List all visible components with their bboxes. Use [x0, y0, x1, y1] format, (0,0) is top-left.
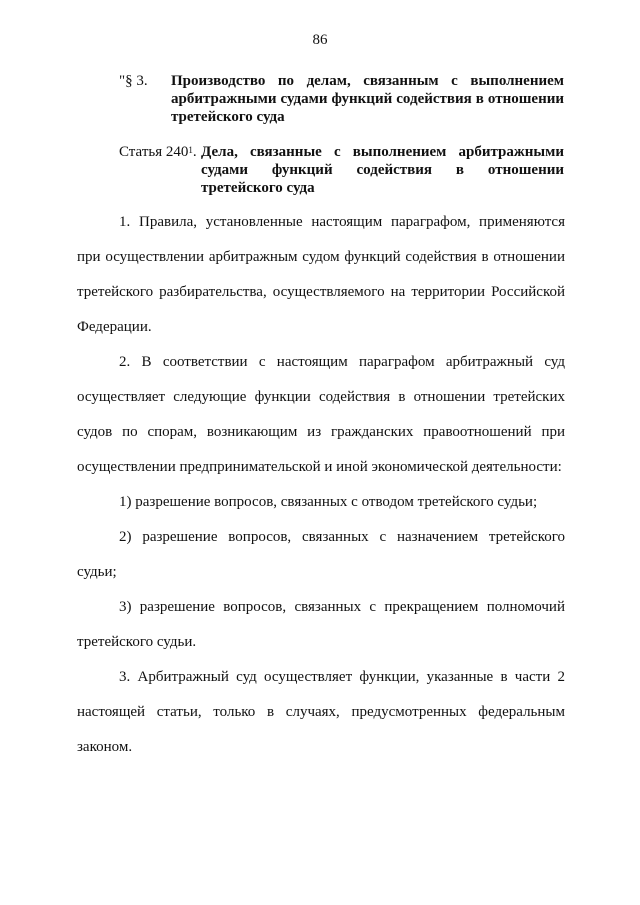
article-marker: [119, 143, 197, 161]
paragraph-part-3: 3. Арбитражный суд осуществляет функции, указанные в части 2 настоящей статьи, только в случаях, предусмотренных федеральным законом.: [77, 669, 565, 755]
paragraph-part-2: 2. В соответствии с настоящим параграфом арбитражный суд осуществляет следующие функции содействия в отношении третейских судов по спорам, возникающим из гражданских правоотношений при осуществлении предпринимательской и иной экономической деятельности:: [77, 354, 565, 475]
section-heading: [119, 72, 564, 126]
section-marker: "§ 3.: [119, 73, 148, 89]
paragraph-part-1: 1. Правила, установленные настоящим параграфом, применяются при осуществлении арбитражным судом функций содействия в отношении третейского разбирательства, осуществляемого на территории Российской Федерации.: [77, 214, 565, 335]
article-heading: [119, 143, 564, 197]
article-body: [77, 205, 565, 765]
article-suffix: .: [192, 144, 197, 160]
article-title: Дела, связанные с выполнением арбитражными судами функций содействия в отношении третейского суда: [201, 144, 564, 196]
article-superscript: 1: [188, 145, 193, 155]
article-label: Статья 240: [119, 144, 189, 160]
page-number: 86: [312, 32, 328, 48]
list-item-2: 2) разрешение вопросов, связанных с назначением третейского судьи;: [77, 529, 565, 580]
list-item-3: 3) разрешение вопросов, связанных с прекращением полномочий третейского судьи.: [77, 599, 565, 650]
section-title: Производство по делам, связанным с выполнением арбитражными судами функций содействия в отношении третейского суда: [171, 73, 564, 125]
list-item-1: 1) разрешение вопросов, связанных с отводом третейского судьи;: [119, 494, 538, 510]
